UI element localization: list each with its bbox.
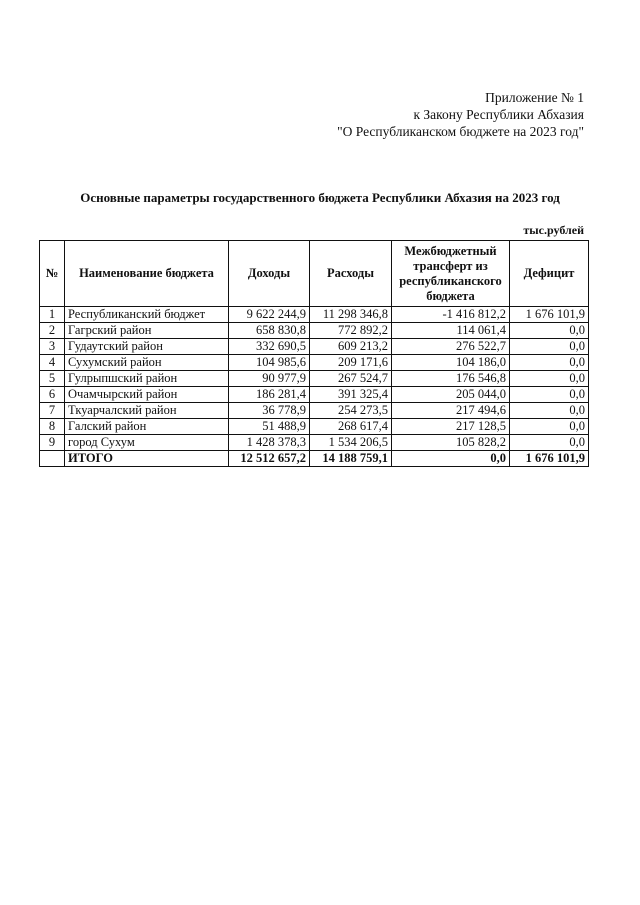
- row-expenses: 1 534 206,5: [310, 435, 392, 451]
- row-deficit: 0,0: [510, 403, 589, 419]
- row-name: Гагрский район: [65, 323, 229, 339]
- row-deficit: 0,0: [510, 339, 589, 355]
- row-expenses: 772 892,2: [310, 323, 392, 339]
- row-income: 332 690,5: [229, 339, 310, 355]
- row-income: 658 830,8: [229, 323, 310, 339]
- row-deficit: 0,0: [510, 355, 589, 371]
- row-transfer: 217 128,5: [392, 419, 510, 435]
- row-income: 9 622 244,9: [229, 307, 310, 323]
- row-name: Галский район: [65, 419, 229, 435]
- row-deficit: 0,0: [510, 323, 589, 339]
- appendix-line-1: Приложение № 1: [485, 90, 584, 105]
- row-expenses: 267 524,7: [310, 371, 392, 387]
- row-transfer: 217 494,6: [392, 403, 510, 419]
- row-expenses: 609 213,2: [310, 339, 392, 355]
- header-income: Доходы: [229, 241, 310, 307]
- row-name: Сухумский район: [65, 355, 229, 371]
- row-name: Гулрыпшский район: [65, 371, 229, 387]
- row-expenses: 268 617,4: [310, 419, 392, 435]
- table-row: [40, 387, 589, 403]
- total-income: 12 512 657,2: [229, 451, 310, 467]
- row-transfer: 205 044,0: [392, 387, 510, 403]
- row-income: 51 488,9: [229, 419, 310, 435]
- row-expenses: 209 171,6: [310, 355, 392, 371]
- row-name: город Сухум: [65, 435, 229, 451]
- row-transfer: 114 061,4: [392, 323, 510, 339]
- row-name: Республиканский бюджет: [65, 307, 229, 323]
- units-label: тыс.рублей: [523, 223, 584, 237]
- row-income: 36 778,9: [229, 403, 310, 419]
- row-income: 1 428 378,3: [229, 435, 310, 451]
- document-title: Основные параметры государственного бюджета Республики Абхазия на 2023 год: [80, 190, 560, 205]
- row-transfer: 105 828,2: [392, 435, 510, 451]
- row-transfer: 276 522,7: [392, 339, 510, 355]
- total-num-cell: [40, 451, 65, 467]
- row-transfer: 104 186,0: [392, 355, 510, 371]
- row-num: 4: [40, 355, 65, 371]
- row-expenses: 391 325,4: [310, 387, 392, 403]
- budget-table: [39, 240, 589, 467]
- row-deficit: 0,0: [510, 419, 589, 435]
- row-expenses: 11 298 346,8: [310, 307, 392, 323]
- row-num: 9: [40, 435, 65, 451]
- total-transfer: 0,0: [392, 451, 510, 467]
- appendix-header: [337, 89, 584, 140]
- row-num: 5: [40, 371, 65, 387]
- row-income: 104 985,6: [229, 355, 310, 371]
- row-income: 90 977,9: [229, 371, 310, 387]
- row-name: Ткуарчалский район: [65, 403, 229, 419]
- table-row: [40, 371, 589, 387]
- row-income: 186 281,4: [229, 387, 310, 403]
- row-expenses: 254 273,5: [310, 403, 392, 419]
- row-transfer: -1 416 812,2: [392, 307, 510, 323]
- table-row: [40, 307, 589, 323]
- row-num: 6: [40, 387, 65, 403]
- total-label: ИТОГО: [65, 451, 229, 467]
- table-header-row: [40, 241, 589, 307]
- row-num: 7: [40, 403, 65, 419]
- table-row: [40, 339, 589, 355]
- header-deficit: Дефицит: [510, 241, 589, 307]
- row-name: Гудаутский район: [65, 339, 229, 355]
- row-deficit: 0,0: [510, 387, 589, 403]
- header-name: Наименование бюджета: [65, 241, 229, 307]
- row-deficit: 1 676 101,9: [510, 307, 589, 323]
- row-num: 2: [40, 323, 65, 339]
- appendix-line-3: "О Республиканском бюджете на 2023 год": [337, 124, 584, 139]
- table-row: [40, 435, 589, 451]
- table-row: [40, 403, 589, 419]
- row-deficit: 0,0: [510, 371, 589, 387]
- total-expenses: 14 188 759,1: [310, 451, 392, 467]
- row-transfer: 176 546,8: [392, 371, 510, 387]
- total-row: [40, 451, 589, 467]
- appendix-line-2: к Закону Республики Абхазия: [413, 107, 584, 122]
- row-num: 3: [40, 339, 65, 355]
- header-num: №: [40, 241, 65, 307]
- header-expenses: Расходы: [310, 241, 392, 307]
- table-row: [40, 355, 589, 371]
- total-deficit: 1 676 101,9: [510, 451, 589, 467]
- row-name: Очамчырский район: [65, 387, 229, 403]
- row-deficit: 0,0: [510, 435, 589, 451]
- table-row: [40, 419, 589, 435]
- row-num: 1: [40, 307, 65, 323]
- table-row: [40, 323, 589, 339]
- row-num: 8: [40, 419, 65, 435]
- header-transfer: Межбюджетный трансферт из республиканского бюджета: [392, 241, 510, 307]
